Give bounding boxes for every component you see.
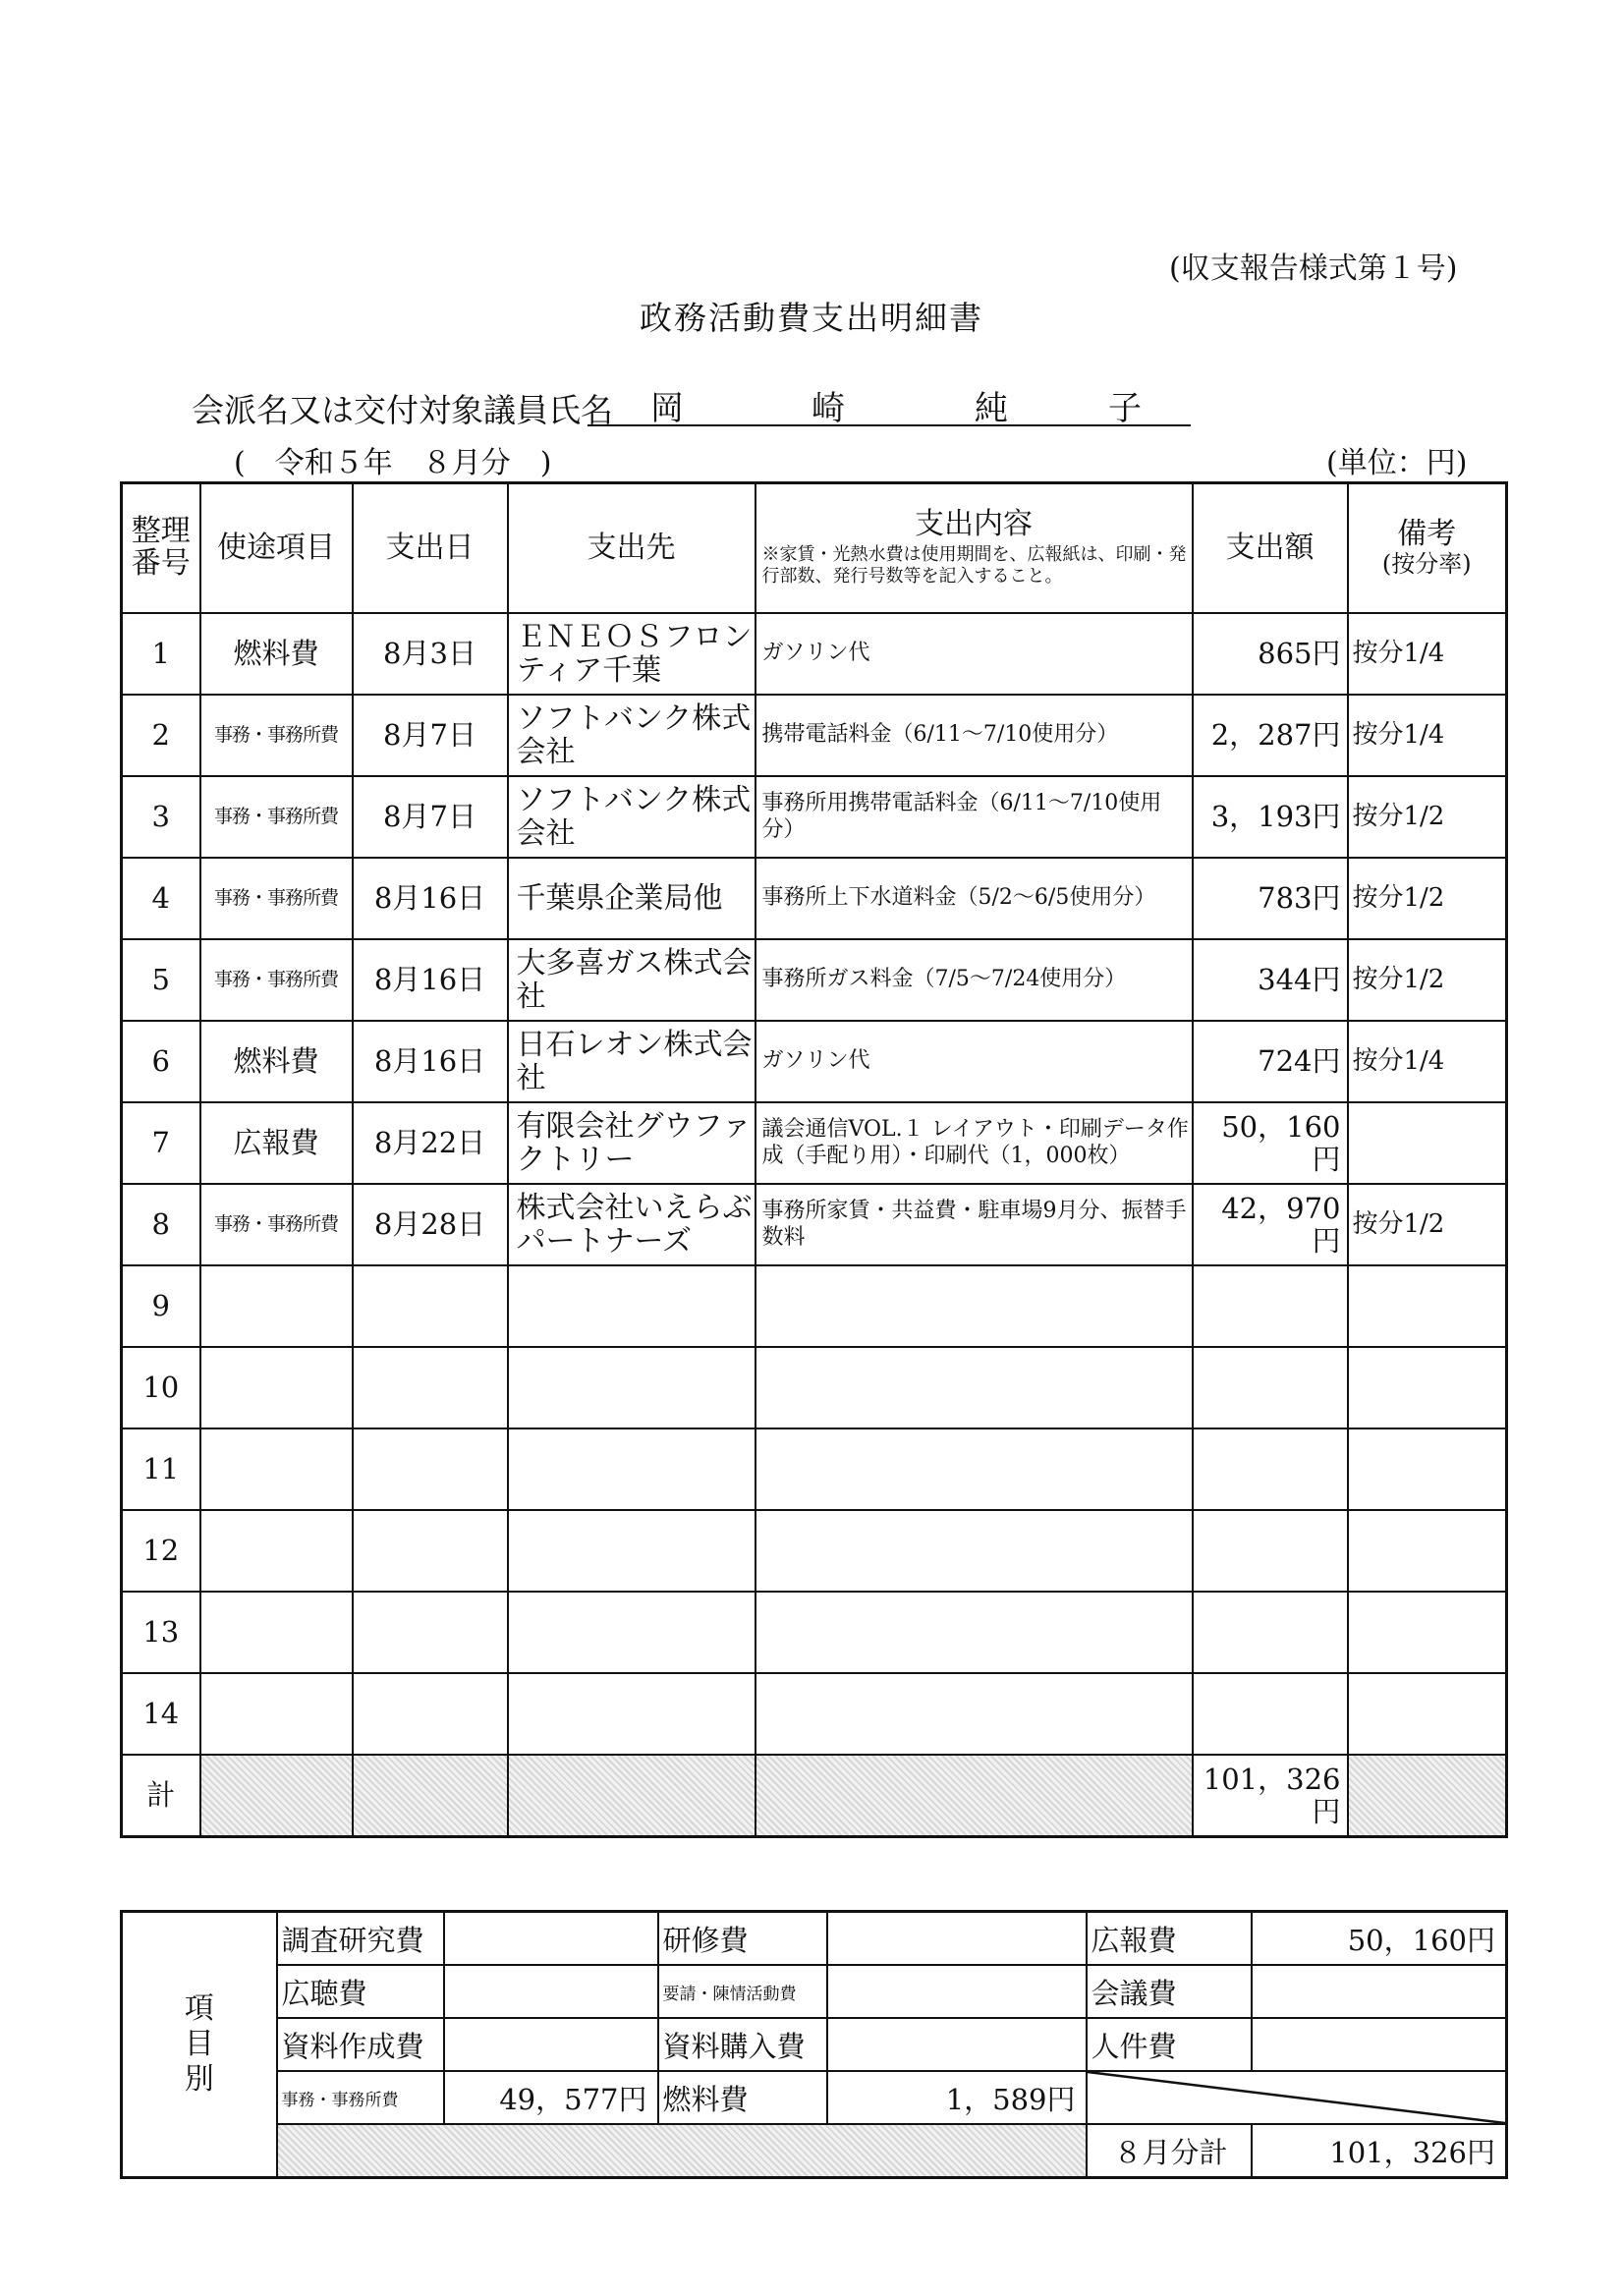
col-header-content-label: 支出内容 (915, 507, 1033, 542)
form-number: (収支報告様式第１号) (1169, 252, 1458, 286)
cell-item: 広報費 (200, 1102, 353, 1184)
cell-note: 按分1/2 (1348, 1184, 1507, 1265)
currency-unit: (単位：円) (1326, 446, 1468, 480)
table-row (122, 613, 1507, 695)
summary-value (444, 1965, 658, 2018)
member-label: 会派名又は交付対象議員氏名 (192, 391, 613, 429)
cell-content: 事務所ガス料金（7/5～7/24使用分） (756, 939, 1193, 1021)
shaded-cell (1348, 1755, 1507, 1837)
total-label: 計 (122, 1755, 200, 1837)
cell-amount: 3，193円 (1193, 776, 1348, 858)
summary-label: 広報費 (1087, 1912, 1252, 1966)
month-total-label: ８月分計 (1087, 2124, 1252, 2178)
cell-payee: 千葉県企業局他 (508, 858, 756, 939)
summary-value (827, 2018, 1087, 2071)
cell-no: 11 (122, 1428, 200, 1510)
member-name-char: 崎 (812, 389, 845, 428)
summary-value: 1，589円 (827, 2071, 1087, 2124)
cell-date (353, 1673, 508, 1755)
cell-amount (1193, 1347, 1348, 1428)
cell-date (353, 1265, 508, 1347)
cell-note: 按分1/2 (1348, 858, 1507, 939)
summary-value (444, 1912, 658, 1966)
col-header-item: 使途項目 (200, 483, 353, 614)
category-summary-table (120, 1910, 1508, 2179)
summary-value (444, 2018, 658, 2071)
document-title: 政務活動費支出明細書 (640, 299, 983, 337)
cell-no: 10 (122, 1347, 200, 1428)
cell-note (1348, 1673, 1507, 1755)
cell-no: 13 (122, 1592, 200, 1673)
cell-payee: 株式会社いえらぶパートナーズ (508, 1184, 756, 1265)
summary-label: 事務・事務所費 (277, 2071, 444, 2124)
cell-content: 議会通信VOL.１ レイアウト・印刷データ作成（手配り用）・印刷代（1，000枚） (756, 1102, 1193, 1184)
summary-total-row (122, 2124, 1507, 2178)
crossed-out-cell (1087, 2071, 1507, 2124)
cell-item: 燃料費 (200, 1021, 353, 1102)
cell-date: 8月7日 (353, 695, 508, 776)
cell-date (353, 1428, 508, 1510)
cell-amount: 724円 (1193, 1021, 1348, 1102)
shaded-cell (277, 2124, 1087, 2178)
cell-date: 8月22日 (353, 1102, 508, 1184)
cell-content (756, 1265, 1193, 1347)
cell-item: 事務・事務所費 (200, 776, 353, 858)
cell-no: 3 (122, 776, 200, 858)
cell-payee: ソフトバンク株式会社 (508, 695, 756, 776)
cell-amount (1193, 1510, 1348, 1592)
cell-item (200, 1673, 353, 1755)
shaded-cell (200, 1755, 353, 1837)
table-row (122, 776, 1507, 858)
cell-content: 事務所用携帯電話料金（6/11～7/10使用分） (756, 776, 1193, 858)
table-row (122, 858, 1507, 939)
cell-item (200, 1510, 353, 1592)
cell-item: 事務・事務所費 (200, 1184, 353, 1265)
cell-item (200, 1428, 353, 1510)
summary-value (1252, 2018, 1507, 2071)
cell-amount (1193, 1265, 1348, 1347)
summary-row (122, 1912, 1507, 1966)
cell-payee: ＥＮＥＯＳフロンティア千葉 (508, 613, 756, 695)
summary-label: 要請・陳情活動費 (658, 1965, 827, 2018)
table-row (122, 1673, 1507, 1755)
member-name-field (588, 381, 1191, 426)
cell-amount: 344円 (1193, 939, 1348, 1021)
summary-row (122, 1965, 1507, 2018)
cell-note: 按分1/2 (1348, 776, 1507, 858)
cell-no: 9 (122, 1265, 200, 1347)
table-row (122, 1510, 1507, 1592)
col-header-note-label: 備考 (1397, 516, 1457, 551)
table-row (122, 1347, 1507, 1428)
cell-date: 8月16日 (353, 858, 508, 939)
cell-note (1348, 1510, 1507, 1592)
col-header-date: 支出日 (353, 483, 508, 614)
summary-label: 広聴費 (277, 1965, 444, 2018)
cell-no: 12 (122, 1510, 200, 1592)
col-header-content (756, 483, 1193, 614)
summary-value: 49，577円 (444, 2071, 658, 2124)
cell-payee: 大多喜ガス株式会社 (508, 939, 756, 1021)
cell-no: 14 (122, 1673, 200, 1755)
col-header-content-note: ※家賃・光熱水費は使用期間を、広報紙は、印刷・発行部数、発行号数等を記入すること。 (761, 543, 1187, 588)
cell-payee (508, 1592, 756, 1673)
cell-note: 按分1/2 (1348, 939, 1507, 1021)
cell-payee: 有限会社グウファクトリー (508, 1102, 756, 1184)
cell-content (756, 1428, 1193, 1510)
cell-amount (1193, 1673, 1348, 1755)
summary-value (827, 1912, 1087, 1966)
summary-row (122, 2018, 1507, 2071)
month-total-value: 101，326円 (1252, 2124, 1507, 2178)
cell-payee: 日石レオン株式会社 (508, 1021, 756, 1102)
table-row (122, 1184, 1507, 1265)
cell-note: 按分1/4 (1348, 613, 1507, 695)
cell-amount: 865円 (1193, 613, 1348, 695)
cell-item (200, 1265, 353, 1347)
cell-payee: ソフトバンク株式会社 (508, 776, 756, 858)
cell-note (1348, 1428, 1507, 1510)
shaded-cell (353, 1755, 508, 1837)
member-name-char: 子 (1108, 389, 1142, 428)
total-row (122, 1755, 1507, 1837)
shaded-cell (756, 1755, 1193, 1837)
cell-content (756, 1673, 1193, 1755)
cell-no: 5 (122, 939, 200, 1021)
table-row (122, 939, 1507, 1021)
cell-note: 按分1/4 (1348, 1021, 1507, 1102)
cell-amount: 2，287円 (1193, 695, 1348, 776)
cell-date: 8月7日 (353, 776, 508, 858)
cell-no: 1 (122, 613, 200, 695)
summary-label: 人件費 (1087, 2018, 1252, 2071)
member-name-char: 岡 (650, 389, 684, 428)
report-period: ( 令和５年 ８月分 ) (234, 446, 552, 480)
cell-amount: 783円 (1193, 858, 1348, 939)
cell-item: 燃料費 (200, 613, 353, 695)
cell-date (353, 1592, 508, 1673)
member-name-char: 純 (975, 389, 1008, 428)
col-header-note-sub: (按分率) (1381, 550, 1472, 579)
cell-content: 事務所上下水道料金（5/2～6/5使用分） (756, 858, 1193, 939)
cell-content: 事務所家賃・共益費・駐車場9月分、振替手数料 (756, 1184, 1193, 1265)
cell-no: 6 (122, 1021, 200, 1102)
summary-label: 資料作成費 (277, 2018, 444, 2071)
cell-note (1348, 1102, 1507, 1184)
cell-date: 8月16日 (353, 939, 508, 1021)
summary-value: 50，160円 (1252, 1912, 1507, 1966)
table-row (122, 1265, 1507, 1347)
cell-date (353, 1347, 508, 1428)
cell-note (1348, 1265, 1507, 1347)
table-row (122, 695, 1507, 776)
cell-note (1348, 1592, 1507, 1673)
cell-no: 7 (122, 1102, 200, 1184)
table-row (122, 1592, 1507, 1673)
col-header-amount: 支出額 (1193, 483, 1348, 614)
cell-amount (1193, 1592, 1348, 1673)
col-header-no: 整理番号 (122, 483, 200, 614)
cell-content (756, 1592, 1193, 1673)
cell-payee (508, 1347, 756, 1428)
summary-label: 会議費 (1087, 1965, 1252, 2018)
cell-date: 8月16日 (353, 1021, 508, 1102)
cell-date: 8月3日 (353, 613, 508, 695)
cell-note (1348, 1347, 1507, 1428)
table-row (122, 1021, 1507, 1102)
cell-payee (508, 1265, 756, 1347)
cell-payee (508, 1673, 756, 1755)
table-row (122, 1102, 1507, 1184)
summary-side-label (122, 1912, 277, 2178)
cell-item: 事務・事務所費 (200, 858, 353, 939)
cell-item: 事務・事務所費 (200, 695, 353, 776)
cell-item: 事務・事務所費 (200, 939, 353, 1021)
cell-no: 8 (122, 1184, 200, 1265)
col-header-payee: 支出先 (508, 483, 756, 614)
summary-side-char: 項 (184, 1991, 214, 2026)
cell-content: ガソリン代 (756, 613, 1193, 695)
cell-content (756, 1510, 1193, 1592)
table-header-row (122, 483, 1507, 614)
cell-amount: 42，970円 (1193, 1184, 1348, 1265)
cell-payee (508, 1428, 756, 1510)
cell-content: 携帯電話料金（6/11～7/10使用分） (756, 695, 1193, 776)
summary-label: 調査研究費 (277, 1912, 444, 1966)
cell-date (353, 1510, 508, 1592)
cell-content (756, 1347, 1193, 1428)
summary-label: 燃料費 (658, 2071, 827, 2124)
summary-side-char: 目 (184, 2027, 214, 2061)
expenditure-table (120, 481, 1508, 1838)
shaded-cell (508, 1755, 756, 1837)
summary-value (827, 1965, 1087, 2018)
total-amount: 101，326円 (1193, 1755, 1348, 1837)
cell-content: ガソリン代 (756, 1021, 1193, 1102)
cell-no: 4 (122, 858, 200, 939)
summary-side-char: 別 (184, 2062, 214, 2097)
table-row (122, 1428, 1507, 1510)
cell-amount (1193, 1428, 1348, 1510)
summary-label: 研修費 (658, 1912, 827, 1966)
summary-row (122, 2071, 1507, 2124)
cell-amount: 50，160円 (1193, 1102, 1348, 1184)
summary-value (1252, 1965, 1507, 2018)
col-header-note (1348, 483, 1507, 614)
cell-no: 2 (122, 695, 200, 776)
summary-label: 資料購入費 (658, 2018, 827, 2071)
cell-payee (508, 1510, 756, 1592)
cell-note: 按分1/4 (1348, 695, 1507, 776)
cell-item (200, 1592, 353, 1673)
cell-date: 8月28日 (353, 1184, 508, 1265)
cell-item (200, 1347, 353, 1428)
